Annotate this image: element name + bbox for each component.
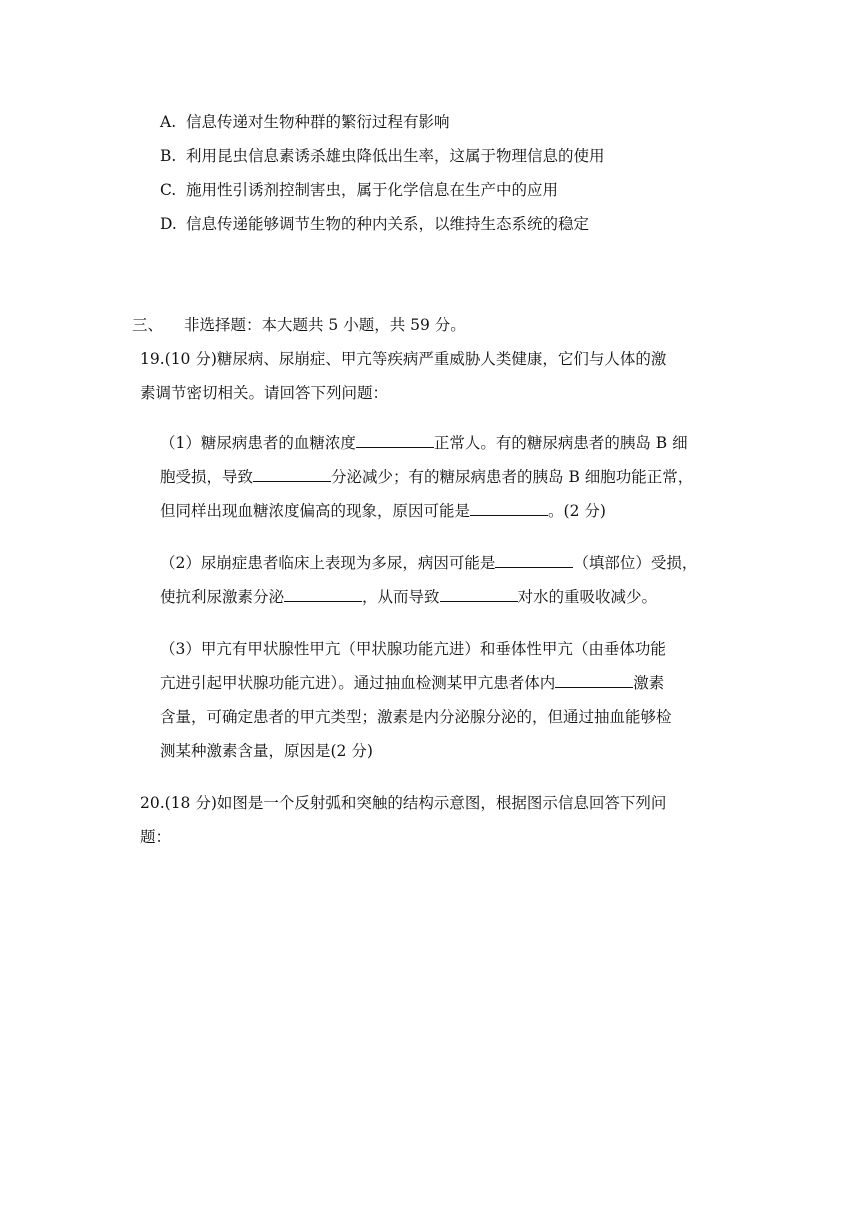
text-segment: ，从而导致: [362, 588, 440, 606]
q19-part3-line3: 含量，可确定患者的甲亢类型；激素是内分泌腺分泌的，但通过抽血能够检: [160, 708, 672, 726]
option-a: [160, 112, 450, 132]
text-segment: 对水的重吸收减少。: [517, 588, 658, 606]
option-b: [160, 146, 605, 166]
option-letter: C.: [160, 181, 177, 199]
answer-blank[interactable]: [470, 501, 548, 516]
text-segment: 分泌减少；有的糖尿病患者的胰岛 B 细胞功能正常，: [331, 468, 694, 486]
text-segment: 使抗利尿激素分泌: [160, 588, 285, 606]
section-number: 三、: [132, 316, 164, 334]
q19-part3-line1: （3）甲亢有甲状腺性甲亢（甲状腺功能亢进）和垂体性甲亢（由垂体功能: [160, 640, 666, 658]
option-letter: D.: [160, 215, 177, 233]
option-text: 施用性引诱剂控制害虫，属于化学信息在生产中的应用: [186, 181, 559, 199]
answer-blank[interactable]: [284, 587, 362, 602]
q19-intro-line2: 素调节密切相关。请回答下列问题：: [140, 384, 389, 402]
section-title: 非选择题：本大题共 5 小题，共 59 分。: [184, 316, 466, 334]
answer-blank[interactable]: [440, 587, 518, 602]
q19-part2-line2: [160, 587, 657, 607]
q19-intro-line1: 19.(10 分)糖尿病、尿崩症、甲亢等疾病严重威胁人类健康，它们与人体的激: [140, 350, 667, 368]
option-letter: B.: [160, 147, 177, 165]
text-segment: 。(2 分): [548, 502, 606, 520]
answer-blank[interactable]: [356, 433, 434, 448]
text-segment: 激素: [633, 674, 665, 692]
text-segment: （填部位）受损，: [573, 554, 698, 572]
option-c: [160, 180, 558, 200]
answer-blank[interactable]: [253, 467, 331, 482]
text-segment: 胞受损，导致: [160, 468, 254, 486]
text-segment: 正常人。有的糖尿病患者的胰岛 B 细: [433, 434, 688, 452]
q19-part3-line4: 测某种激素含量，原因是(2 分): [160, 742, 373, 760]
option-d: [160, 214, 589, 234]
text-segment: （1）糖尿病患者的血糖浓度: [160, 434, 356, 452]
text-segment: 但同样出现血糖浓度偏高的现象，原因可能是: [160, 502, 471, 520]
option-text: 利用昆虫信息素诱杀雄虫降低出生率，这属于物理信息的使用: [186, 147, 605, 165]
text-segment: 亢进引起甲状腺功能亢进）。通过抽血检测某甲亢患者体内: [160, 674, 556, 692]
q20-line2: 题：: [140, 828, 172, 846]
q19-part1-line3: [160, 501, 606, 521]
option-letter: A.: [160, 113, 177, 131]
q19-part1-line2: [160, 467, 693, 487]
option-text: 信息传递对生物种群的繁衍过程有影响: [186, 113, 450, 131]
q19-part2-line1: [160, 553, 697, 573]
section-heading: [132, 315, 466, 335]
text-segment: （2）尿崩症患者临床上表现为多尿，病因可能是: [160, 554, 496, 572]
answer-blank[interactable]: [555, 673, 633, 688]
option-text: 信息传递能够调节生物的种内关系，以维持生态系统的稳定: [186, 215, 590, 233]
q20-line1: 20.(18 分)如图是一个反射弧和突触的结构示意图，根据图示信息回答下列问: [140, 794, 667, 812]
q19-part3-line2: [160, 673, 664, 693]
q19-part1-line1: [160, 433, 688, 453]
answer-blank[interactable]: [495, 553, 573, 568]
